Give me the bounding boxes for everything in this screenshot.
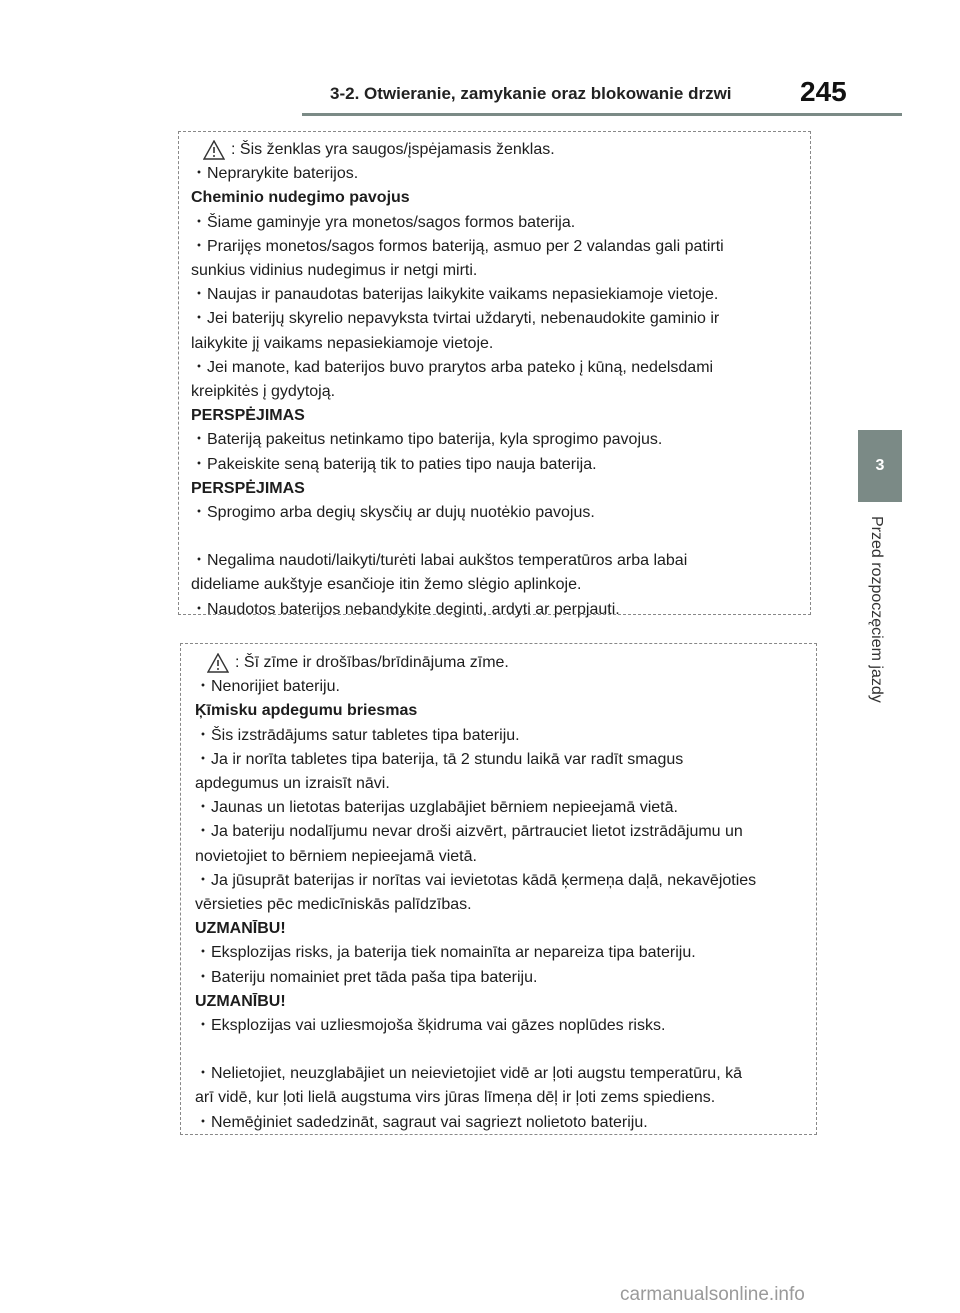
line-text: ・Bateriją pakeitus netinkamo tipo baterija, kyla sprogimo pavojus. [191, 431, 663, 449]
line-text: ・Nemēģiniet sadedzināt, sagraut vai sagriezt nolietoto bateriju. [195, 1113, 648, 1131]
line-text: ・Bateriju nomainiet pret tāda paša tipa bateriju. [195, 968, 538, 986]
line-text: : Šis ženklas yra saugos/įspėjamasis ženklas. [231, 141, 555, 158]
line-text: dideliame aukštyje esančioje itin žemo slėgio aplinkoje. [191, 576, 582, 594]
warning-heading [195, 917, 816, 941]
warning-text-line [195, 1086, 816, 1110]
page-number: 245 [800, 76, 847, 107]
warning-text-line [195, 966, 816, 990]
warning-text-line [191, 307, 810, 331]
warning-text-line [191, 428, 810, 452]
latvian-battery-warning-box [180, 643, 817, 1135]
warning-text-line [191, 162, 810, 186]
line-text: ・Eksplozijas vai uzliesmojoša šķidruma vai gāzes noplūdes risks. [195, 1017, 666, 1035]
line-text: ・Naujas ir panaudotas baterijas laikykite vaikams nepasiekiamoje vietoje. [191, 286, 719, 304]
line-text: sunkius vidinius nudegimus ir netgi mirti. [191, 262, 478, 280]
warning-text-line [195, 1111, 816, 1135]
warning-text-line [195, 845, 816, 869]
warning-text-line [191, 211, 810, 235]
line-text: ・Negalima naudoti/laikyti/turėti labai aukštos temperatūros arba labai [191, 552, 688, 570]
warning-text-line [195, 724, 816, 748]
blank-line [191, 525, 810, 549]
line-text: ・Eksplozijas risks, ja baterija tiek nomainīta ar nepareiza tipa bateriju. [195, 944, 696, 962]
warning-text-line [195, 748, 816, 772]
warning-text-line [195, 820, 816, 844]
line-text: ・Jei baterijų skyrelio nepavyksta tvirtai uždaryti, nebenaudokite gaminio ir [191, 310, 720, 328]
section-title: 3-2. Otwieranie, zamykanie oraz blokowanie drzwi [330, 84, 732, 103]
line-text: novietojiet to bērniem nepieejamā vietā. [195, 847, 477, 865]
warning-triangle-icon [207, 653, 229, 673]
blank-line [195, 1038, 816, 1062]
chapter-side-label: Przed rozpoczęciem jazdy [868, 516, 885, 703]
warning-text-line [195, 1014, 816, 1038]
line-text: ・Prarijęs monetos/sagos formos bateriją, asmuo per 2 valandas gali patirti [191, 237, 724, 255]
line-text: Cheminio nudegimo pavojus [191, 189, 410, 207]
line-text: ・Neprarykite baterijos. [191, 165, 359, 183]
warning-text-line [191, 549, 810, 573]
line-text: arī vidē, kur ļoti lielā augstuma virs jūras līmeņa dēļ ir ļoti zems spiediens. [195, 1089, 716, 1107]
warning-heading [191, 477, 810, 501]
warning-text-line [195, 651, 816, 675]
line-text: ・Jei manote, kad baterijos buvo prarytos arba pateko į kūną, nedelsdami [191, 358, 714, 376]
warning-heading [191, 186, 810, 210]
warning-text-line [191, 501, 810, 525]
warning-text-line [195, 941, 816, 965]
line-text: : Šī zīme ir drošības/brīdinājuma zīme. [235, 654, 509, 671]
line-text: ・Naudotos baterijos nebandykite deginti, ardyti ar perpjauti. [191, 600, 620, 618]
warning-text-line [195, 772, 816, 796]
line-text: kreipkitės į gydytoją. [191, 383, 336, 401]
line-text: ・Ja ir norīta tabletes tipa baterija, tā 2 stundu laikā var radīt smagus [195, 750, 684, 768]
warning-text-line [191, 332, 810, 356]
warning-text-line [191, 283, 810, 307]
line-text: PERSPĖJIMAS [191, 407, 305, 425]
warning-text-line [191, 380, 810, 404]
warning-text-line [191, 598, 810, 622]
line-text: ・Sprogimo arba degių skysčių ar dujų nuotėkio pavojus. [191, 504, 595, 522]
warning-text-line [191, 573, 810, 597]
line-text: ・Pakeiskite seną bateriją tik to paties tipo nauja baterija. [191, 455, 597, 473]
warning-heading [191, 404, 810, 428]
line-text: UZMANĪBU! [195, 920, 286, 938]
warning-heading [195, 699, 816, 723]
line-text: ・Šiame gaminyje yra monetos/sagos formos baterija. [191, 213, 576, 231]
line-text: PERSPĖJIMAS [191, 479, 305, 497]
warning-text-line [195, 893, 816, 917]
line-text: ・Jaunas un lietotas baterijas uzglabājiet bērniem nepieejamā vietā. [195, 799, 678, 817]
warning-heading [195, 990, 816, 1014]
line-text: ・Šis izstrādājums satur tabletes tipa bateriju. [195, 726, 520, 744]
warning-text-line [195, 796, 816, 820]
warning-text-line [191, 235, 810, 259]
line-text: UZMANĪBU! [195, 992, 286, 1010]
line-text: Ķīmisku apdegumu briesmas [195, 702, 418, 720]
warning-text-line [191, 138, 810, 162]
footer-watermark: carmanualsonline.info [620, 1284, 805, 1305]
chapter-tab [858, 430, 902, 502]
line-text: ・Ja bateriju nodalījumu nevar droši aizvērt, pārtrauciet lietot izstrādājumu un [195, 823, 743, 841]
line-text: ・Nenorijiet bateriju. [195, 678, 340, 696]
chapter-number: 3 [875, 457, 885, 474]
warning-text-line [195, 1062, 816, 1086]
line-text: ・Ja jūsuprāt baterijas ir norītas vai ievietotas kādā ķermeņa daļā, nekavējoties [195, 871, 757, 889]
warning-text-line [191, 356, 810, 380]
warning-text-line [195, 869, 816, 893]
header-divider [302, 113, 902, 116]
lithuanian-battery-warning-box [178, 131, 811, 618]
warning-text-line [195, 675, 816, 699]
line-text: apdegumus un izraisīt nāvi. [195, 775, 390, 793]
warning-text-line [191, 453, 810, 477]
warning-text-line [191, 259, 810, 283]
line-text: laikykite jį vaikams nepasiekiamoje vietoje. [191, 334, 494, 352]
warning-triangle-icon [203, 140, 225, 160]
line-text: ・Nelietojiet, neuzglabājiet un neievietojiet vidē ar ļoti augstu temperatūru, kā [195, 1065, 742, 1083]
line-text: vērsieties pēc medicīniskās palīdzības. [195, 896, 472, 914]
